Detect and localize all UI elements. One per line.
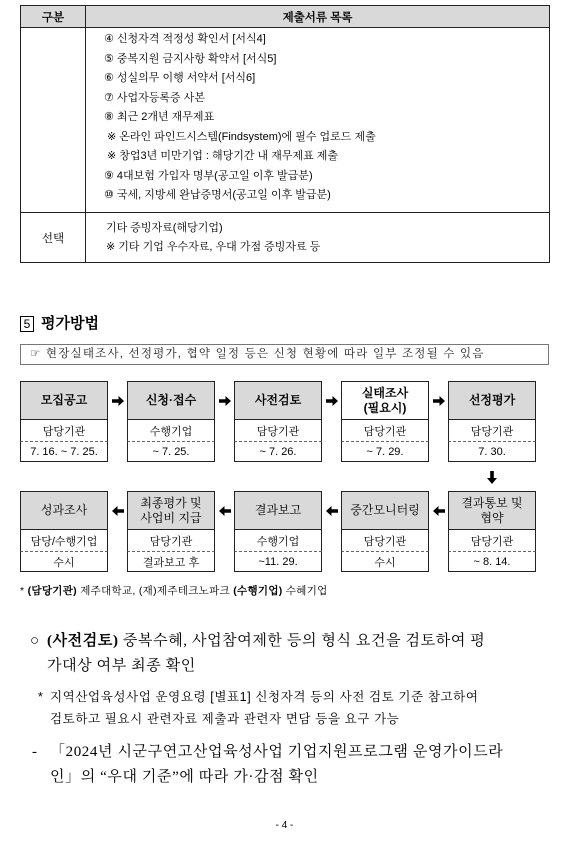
document-item: ④ 신청자격 적정성 확인서 [서식4] [104,33,266,45]
step-title: 최종평가 및 사업비 지급 [127,491,215,530]
column-header-category: 구분 [21,6,86,28]
step-actor: 수행기업 [234,530,322,551]
paragraph-line: 가대상 여부 최종 확인 [47,658,196,674]
process-footnote [20,584,328,598]
step-title: 실태조사 (필요시) [341,381,429,420]
step-period: ~ 8. 14. [448,551,536,572]
schedule-notice: ☞ 현장실태조사, 선정평가, 협약 일정 등은 신청 현황에 따라 일부 조정될 수 있음 [20,344,549,365]
step-actor: 담당기관 [341,420,429,441]
step-actor: 담당기관 [341,530,429,551]
step-interim-monitoring [341,491,429,572]
left-arrow-icon [219,506,231,516]
document-item: ⑦ 사업자등록증 사본 [104,91,205,104]
step-period: ~ 7. 29. [341,441,429,462]
submission-documents-table [20,5,550,263]
document-item: ⑤ 중복지원 금지사항 확약서 [서식5] [104,52,277,65]
circle-bullet: ○ [30,633,40,649]
paragraph-text [50,740,503,790]
paragraph-text [47,629,485,679]
category-cell-optional: 선택 [21,213,86,263]
paragraph-line [47,629,485,654]
document-item: ⑨ 4대보험 가입자 명부(공고일 이후 발급분) [104,169,313,182]
document-item: ⑥ 성실의무 이행 서약서 [서식6] [104,72,256,84]
section-number-box: 5 [20,316,34,332]
footnote-label-agency: (담당기관) [27,585,77,597]
step-title: 결과통보 및 협약 [448,491,536,530]
right-arrow-icon [326,396,338,406]
page-number: - 4 - [275,820,294,831]
dash-marker: - [32,744,37,760]
step-title: 결과보고 [234,491,322,530]
step-site-inspection [341,381,429,462]
pre-review-note [0,686,569,730]
table-row [21,28,550,213]
document-item: 기타 증빙자료(해당기업) [106,221,223,234]
process-flow [20,381,549,573]
step-title: 중간모니터링 [341,491,429,530]
asterisk-marker: * [38,690,43,704]
note-line: 지역산업육성사업 운영요령 [별표1] 신청자격 등의 사전 검토 기준 참고하여 [50,690,479,704]
document-item: ⑩ 국세, 지방세 완납증명서(공고일 이후 발급분) [104,189,331,201]
table-header-row [21,6,550,28]
footnote-label-company: (수행기업) [233,585,283,597]
step-pre-review [234,381,322,462]
table-row [21,213,550,263]
note-text [50,686,479,730]
document-list-cell [86,28,550,213]
left-arrow-icon [433,506,445,516]
document-note: ※ 기타 기업 우수자료, 우대 가점 증빙자료 등 [106,240,321,253]
note-line: 검토하고 필요시 관련자료 제출과 관련자 면담 등을 요구 가능 [50,712,400,726]
footnote-marker: * [20,585,25,597]
right-arrow-icon [433,396,445,406]
left-arrow-icon [112,506,124,516]
step-actor: 담당기관 [448,530,536,551]
step-selection-evaluation [448,381,536,462]
step-period: ~ 7. 25. [127,441,215,462]
right-arrow-icon [219,396,231,406]
footnote-text-agency: 제주대학교, (재)제주테크노파크 [80,585,230,597]
pre-review-paragraph [0,629,569,679]
document-note: ※ 창업3년 미만기업 : 해당기간 내 재무제표 제출 [107,150,339,162]
step-actor: 담당기관 [20,420,108,441]
document-list-cell [86,213,550,263]
paragraph-line: 「2024년 시군구연고산업육성사업 기업지원프로그램 운영가이드라 [50,744,504,760]
step-period: 7. 30. [448,441,536,462]
left-arrow-icon [326,506,338,516]
step-actor: 담당/수행기업 [20,530,108,551]
down-arrow-icon [487,471,497,484]
paragraph-line: 인」의 “우대 기준”에 따라 가·감점 확인 [50,769,319,785]
step-actor: 수행기업 [127,420,215,441]
section-title: 평가방법 [41,315,99,332]
step-actor: 담당기관 [234,420,322,441]
step-period: ~ 7. 26. [234,441,322,462]
right-arrow-icon [112,396,124,406]
category-cell [21,28,86,213]
document-item: ⑧ 최근 2개년 재무제표 [104,111,215,123]
step-period: ~11. 29. [234,551,322,572]
column-header-documents: 제출서류 목록 [86,6,550,28]
step-result-report [234,491,322,572]
step-period: 수시 [341,551,429,572]
step-final-evaluation-payment [127,491,215,572]
section-heading [20,315,99,333]
document-note: ※ 온라인 파인드시스템(Findsystem)에 필수 업로드 제출 [107,130,376,143]
step-actor: 담당기관 [448,420,536,441]
step-title: 모집공고 [20,381,108,420]
paragraph-line-text: 중복수혜, 사업참여제한 등의 형식 요건을 검토하여 평 [122,633,486,649]
step-title: 선정평가 [448,381,536,420]
step-performance-survey [20,491,108,572]
step-application [127,381,215,462]
footnote-text-company: 수혜기업 [285,585,328,597]
step-result-notice-agreement [448,491,536,572]
step-period: 수시 [20,551,108,572]
step-title: 성과조사 [20,491,108,530]
step-period: 결과보고 후 [127,551,215,572]
step-actor: 담당기관 [127,530,215,551]
guide-item-paragraph [0,740,569,790]
step-period: 7. 16. ~ 7. 25. [20,441,108,462]
pre-review-label: (사전검토) [47,633,119,649]
step-recruitment-notice [20,381,108,462]
step-title: 신청·접수 [127,381,215,420]
step-title: 사전검토 [234,381,322,420]
